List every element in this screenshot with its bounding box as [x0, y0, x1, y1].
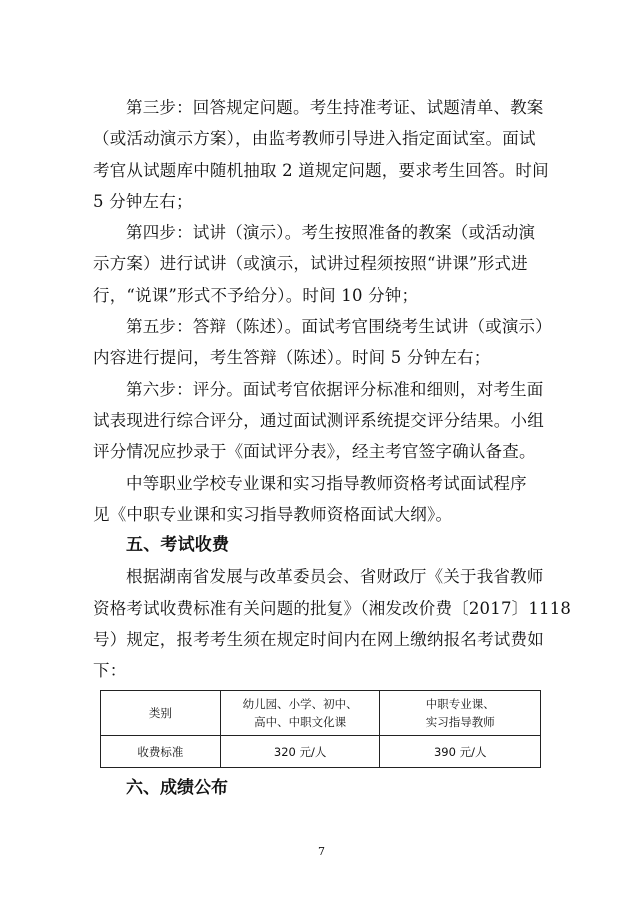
paragraph-fees: [93, 561, 572, 686]
paragraph-step4: [93, 217, 551, 311]
paragraph-step6: [93, 374, 551, 468]
table-row: [101, 736, 541, 768]
header-k12: [220, 691, 380, 736]
text-line: 考官从试题库中随机抽取 2 道规定问题，要求考生回答。时间: [93, 160, 549, 180]
fee-k12: 320 元/人: [220, 736, 380, 768]
header-k12-line2: 高中、中职文化课: [254, 715, 347, 729]
text-line: 资格考试收费标准有关问题的批复》（湘发改价费〔2017〕1118: [93, 598, 572, 618]
header-vocational-line1: 中职专业课、: [425, 697, 495, 711]
text-line: 第六步：评分。面试考官依据评分标准和细则，对考生面: [126, 379, 544, 399]
fee-table: [100, 690, 541, 768]
section-heading-fees: 五、考试收费: [126, 535, 230, 556]
text-line: 见《中职专业课和实习指导教师资格面试大纲》。: [93, 504, 453, 524]
row-label: 收费标准: [101, 736, 221, 768]
fee-vocational: 390 元/人: [380, 736, 541, 768]
text-line: 内容进行提问，考生答辩（陈述）。时间 5 分钟左右；: [93, 348, 491, 368]
text-line: 行，“说课”形式不予给分）。时间 10 分钟；: [93, 285, 419, 305]
text-line: 中等职业学校专业课和实习指导教师资格考试面试程序: [126, 473, 527, 493]
page-number: 7: [318, 845, 325, 858]
section-heading-results: 六、成绩公布: [126, 778, 228, 798]
text-line: 号）规定，报考考生须在规定时间内在网上缴纳报名考试费如: [93, 630, 544, 650]
table-header-row: [101, 691, 541, 736]
header-vocational: [380, 691, 541, 736]
text-line: 评分情况应抄录于《面试评分表》，经主考官签字确认备查。: [93, 442, 536, 462]
text-line: 根据湖南省发展与改革委员会、省财政厅《关于我省教师: [126, 567, 544, 587]
text-line: 5 分钟左右；: [93, 191, 193, 211]
header-vocational-line2: 实习指导教师: [425, 715, 495, 729]
text-line: 第四步：试讲（演示）。考生按照准备的教案（或活动演: [126, 223, 536, 243]
text-line: 试表现进行综合评分，通过面试测评系统提交评分结果。小组: [93, 410, 544, 430]
text-line: 下：: [93, 661, 127, 681]
header-category: 类别: [101, 691, 221, 736]
body-text: [93, 92, 572, 687]
text-line: 示方案）进行试讲（或演示，试讲过程须按照“讲课”形式进: [93, 254, 528, 274]
header-k12-line1: 幼儿园、小学、初中、: [242, 697, 358, 711]
text-line: 第三步：回答规定问题。考生持准考证、试题清单、教案: [126, 98, 544, 117]
paragraph-secondary-vocational: [93, 468, 551, 531]
paragraph-step3: [93, 92, 551, 217]
text-line: 第五步：答辩（陈述）。面试考官围绕考生试讲（或演示）: [126, 317, 552, 337]
paragraph-step5: [93, 311, 551, 374]
text-line: （或活动演示方案），由监考教师引导进入指定面试室。面试: [93, 129, 536, 149]
